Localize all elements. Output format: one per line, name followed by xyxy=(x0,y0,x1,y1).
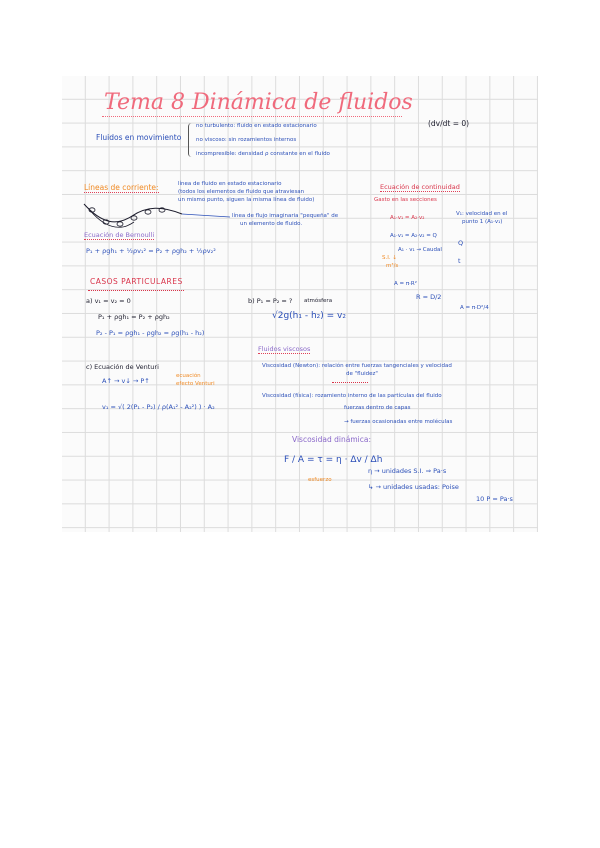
fluidos-item-2: no viscoso: sin rozamientos internos xyxy=(196,137,297,143)
caso-c-note-2: efecto Venturi xyxy=(176,381,215,387)
casos-underline xyxy=(88,290,184,291)
units-m3s: m³/s xyxy=(386,263,399,269)
newton-line-1: Viscosidad (Newton): relación entre fuerzas tangenciales y velocidad xyxy=(262,363,452,369)
fluidos-derivative: (dv/dt = 0) xyxy=(428,119,470,128)
tubo-text-2: un elemento de fluido. xyxy=(240,221,303,227)
fluidos-label: Fluidos en movimiento xyxy=(96,133,182,142)
caso-c-eq2: v₁ = √( 2(P₁ - P₂) / ρ(A₁² - A₂²) ) · A₂ xyxy=(102,403,215,411)
area-eq: A = π·R² xyxy=(394,281,417,287)
continuidad-eq2: A₁·v₁ = A₂·v₂ = Q xyxy=(390,233,437,239)
dinamica-eq: F / A = τ = η · Δv / Δh xyxy=(284,455,383,465)
corriente-label: Líneas de corriente: xyxy=(84,183,159,192)
dinamica-poise: 10 P = Pa·s xyxy=(476,495,513,503)
newton-line-2: de "fluidez" xyxy=(346,371,378,377)
bernoulli-title: Ecuación de Bernoulli xyxy=(84,231,155,239)
dinamica-otras: ↳ → unidades usadas: Poise xyxy=(368,483,459,491)
fluidos-item-3: incompresible: densidad ρ constante en el fluido xyxy=(196,151,330,157)
continuidad-title: Ecuación de continuidad xyxy=(380,183,460,191)
dinamica-si: η → unidades S.I. ⇒ Pa·s xyxy=(368,467,447,475)
continuidad-eq1: A₁·v₁ = A₂·v₂ xyxy=(390,215,425,221)
corriente-desc-3: un mismo punto, siguen la misma línea de fluido) xyxy=(178,197,315,203)
fuerzas-line: → fuerzas ocasionadas entre moléculas xyxy=(344,419,453,425)
tubo-text-1: línea de flujo imaginaria "pequeña" de xyxy=(232,213,339,219)
caso-b-tag: atmósfera xyxy=(304,298,333,304)
newton-underline xyxy=(332,382,368,383)
fisica-line-1: Viscosidad (física): rozamiento interno de las partículas del fluido xyxy=(262,393,442,399)
casos-title: CASOS PARTICULARES xyxy=(90,277,183,286)
caudal-q: Q xyxy=(458,239,464,247)
fluidos-item-1: no turbulento: fluido en estado estacionario xyxy=(196,123,317,129)
caso-c-note-1: ecuación xyxy=(176,373,201,379)
caso-c-eq1: A↑ → v↓ → P↑ xyxy=(102,377,150,385)
caso-b-label: b) P₁ = P₂ = ? xyxy=(248,297,293,305)
units-si: S.I. ↓ xyxy=(382,255,397,261)
caudal-eq: A₁ · v₁ → Caudal xyxy=(398,247,442,253)
page-title: Tema 8 Dinámica de fluidos xyxy=(104,90,413,115)
dinamica-title: Viscosidad dinámica: xyxy=(292,435,371,444)
area-diameter-eq: A = π·D²/4 xyxy=(460,305,489,311)
caso-a-label: a) v₁ = v₂ = 0 xyxy=(86,297,131,305)
fisica-line-2: fuerzas dentro de capas xyxy=(344,405,411,411)
caudal-label: Gasto en las secciones xyxy=(374,197,437,203)
corriente-desc-2: (todos los elementos de fluido que atraviesan xyxy=(178,189,305,195)
continuidad-note-1: V₁: velocidad en el xyxy=(456,211,508,217)
corriente-desc-1: línea de fluido en estado estacionario xyxy=(178,181,282,187)
radius-eq: R = D/2 xyxy=(416,293,442,301)
viscosos-title: Fluidos viscosos xyxy=(258,345,311,353)
caso-a-eq2: P₂ - P₁ = ρgh₁ - ρgh₂ = ρg(h₁ - h₂) xyxy=(96,329,205,337)
continuidad-note-2: punto 1 (A₁·v₁) xyxy=(462,219,503,225)
bernoulli-eq: P₁ + ρgh₁ + ½ρv₁² = P₂ + ρgh₂ + ½ρv₂² xyxy=(86,247,216,255)
notebook-page xyxy=(62,76,538,532)
caudal-t: t xyxy=(458,257,461,265)
caso-a-eq1: P₁ + ρgh₁ = P₂ + ρgh₂ xyxy=(98,313,170,321)
dinamica-note: esfuerzo xyxy=(308,477,332,483)
caso-c-label: c) Ecuación de Venturi xyxy=(86,363,159,371)
caso-b-eq: √2g(h₁ - h₂) = v₂ xyxy=(272,311,346,321)
